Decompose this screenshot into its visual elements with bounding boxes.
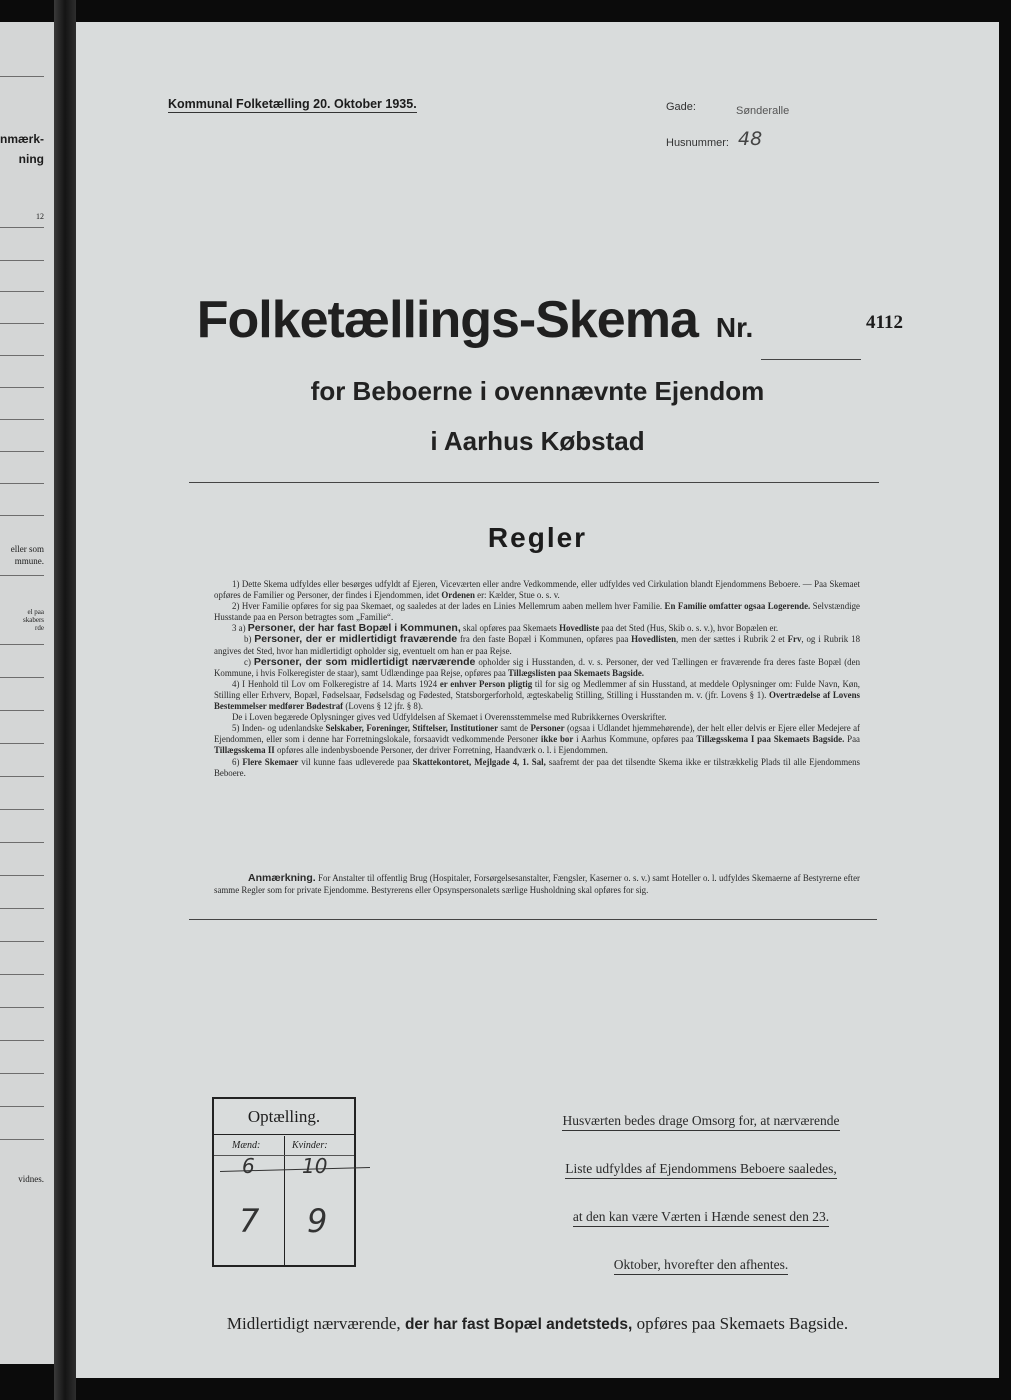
tally-men-first: 6 (242, 1154, 255, 1178)
remark-text: For Anstalter til offentlig Brug (Hospitaler, Forsørgelsesanstalter, Fængsler, Kaserner o. s. v.) samt Hoteller o. l. udfyldes Skemaerne af Bestyrerne efter samme Regler som for private Ejendomme. Bestyrerens eller Opsynspersonalets særlige Husholdning skal opføres for sig. (214, 873, 860, 895)
rules-heading: Regler (487, 522, 588, 553)
divider-top (189, 482, 879, 483)
landlord-line-1: Husværten bedes drage Omsorg for, at nærværende (562, 1112, 839, 1131)
census-form-page (76, 22, 999, 1378)
form-subtitle-1: for Beboerne i ovennævnte Ejendom (310, 376, 765, 406)
rule-3c: c) Personer, der som midlertidigt nærværende opholder sig i Husstanden, d. v. s. Personer, der ved Tællingen er fraværende fra deres faste Bopæl (den Kommune, i hvis Folkeregister de staar), samt Udlændinge paa Rejse, opføres paa Tillægslisten paa Skemaets Bagside. (214, 655, 861, 678)
landlord-line-3: at den kan være Værten i Hænde senest den 23. (573, 1208, 829, 1227)
remark (214, 873, 860, 896)
tally-title: Optælling. (214, 1099, 354, 1135)
left-fragment-b2: skabers (23, 616, 44, 624)
rule-6: 6) Flere Skemaer vil kunne faas udleverede paa Skattekontoret, Mejlgade 4, 1. Sal, saafremt der paa det tilsendte Skema ikke er tilstrækkelig Plads til alle Ejendommens Beboere. (214, 756, 860, 778)
house-number-value: 48 (738, 128, 763, 150)
left-column-number: 12 (36, 212, 44, 221)
left-fragment-a1: eller som (10, 544, 44, 554)
divider-bottom (189, 919, 877, 920)
form-title (76, 290, 999, 350)
rule-3b: b) Personer, der er midlertidigt fraværende fra den faste Bopæl i Kommunen, opføres paa Hovedlisten, men der sættes i Rubrik 2 et Frv, og i Rubrik 18 angives det Sted, hvor han midlertidigt opholder sig, eventuelt om han er paa Rejse. (214, 633, 861, 656)
rule-1: 1) Dette Skema udfyldes eller besørges udfyldt af Ejeren, Viceværten eller andre Vedkommende, eller udfyldes ved Cirkulation blandt Ejendommens Beboere. — Paa Skemaet opføres de Familier og Personer, der findes i Ejendommen, idet Ordenen er: Kælder, Stue o. s. v. (214, 579, 860, 601)
street-value: Sønderalle (736, 105, 790, 117)
footer-part-3: opføres paa Skemaets Bagside. (632, 1314, 849, 1333)
street-label: Gade: (666, 101, 696, 113)
rule-2: 2) Hver Familie opføres for sig paa Skemaet, og saaledes at der lades en Linies Mellemrum aaben mellem hver Familie. En Familie omfatter ogsaa Logerende. Selvstændige Husstande paa en Person betragtes som „Familie“. (214, 601, 860, 623)
landlord-line-4: Oktober, hvorefter den afhentes. (614, 1256, 789, 1275)
tally-men-label: Mænd: (232, 1140, 261, 1151)
landlord-instructions (516, 1102, 886, 1294)
left-fragment-b1: el paa (27, 608, 44, 616)
landlord-line-2: Liste udfyldes af Ejendommens Beboere saaledes, (565, 1160, 836, 1179)
rule-4-extra: De i Loven begærede Oplysninger gives ved Udfyldelsen af Skemaet i Overensstemmelse med Rubrikkernes Overskrifter. (232, 712, 667, 723)
rules-text (214, 579, 860, 779)
census-heading: Kommunal Folketælling 20. Oktober 1935. (168, 97, 417, 111)
house-number-label: Husnummer: (666, 137, 729, 149)
form-title-text: Folketællings-Skema (196, 291, 698, 349)
left-heading-line2: ning (18, 152, 44, 166)
form-number-underline (761, 359, 861, 360)
left-fragment-b3: rde (35, 624, 44, 632)
adjacent-page-edge (0, 22, 54, 1364)
rule-4: 4) I Henhold til Lov om Folkeregistre af 14. Marts 1924 er enhver Person pligtig til for sig og Medlemmer af sin Husstand, at meddele Oplysninger om: Fulde Navn, Køn, Stilling eller Erhverv, Bopæl, Fødselsaar, Fødselsdag og Fødested, Statsborgerforhold, ægteskabelig Stilling, Stilling i Husstanden m. v. (jfr. Lovens § 1). Overtrædelse af Lovens Bestemmelser medfører Bødestraf (Lovens § 12 jfr. § 8). (214, 678, 861, 712)
tally-men-final: 7 (239, 1202, 260, 1240)
form-nr-label: Nr. (715, 312, 754, 343)
tally-women-final: 9 (307, 1202, 328, 1240)
rule-5: 5) Inden- og udenlandske Selskaber, Foreninger, Stiftelser, Institutioner samt de Personer (ogsaa i Udlandet hjemmehørende), der helt eller delvis er Ejere eller Medejere af Ejendommen, eller som i denne har Forretningslokale, forsaavidt vedkommende Personer ikke bor i Aarhus Kommune, opføres paa Tillægsskema I paa Skemaets Bagside. Paa Tillægsskema II opføres alle indenbysboende Personer, der driver Forretning, Haandværk o. l. i Ejendommen. (214, 723, 860, 756)
remark-label: Anmærkning. (248, 872, 316, 884)
rule-3a: 3 a) Personer, der har fast Bopæl i Kommunen, skal opføres paa Skemaets Hovedliste paa det Sted (Hus, Skib o. s. v.), hvor Bopælen er. (232, 622, 779, 635)
tally-women-first: 10 (302, 1154, 328, 1178)
book-gutter (54, 0, 76, 1400)
footer-note (76, 1314, 999, 1334)
tally-women-label: Kvinder: (292, 1140, 328, 1151)
tally-table (212, 1097, 356, 1267)
footer-part-2: der har fast Bopæl andetsteds, (404, 1316, 633, 1333)
left-fragment-a2: mmune. (14, 556, 44, 566)
form-number: 4112 (866, 312, 903, 333)
left-fragment-c: vidnes. (18, 1174, 44, 1184)
footer-part-1: Midlertidigt nærværende, (226, 1314, 405, 1333)
left-heading-line1: nmærk- (0, 132, 44, 146)
form-subtitle-2: i Aarhus Købstad (430, 426, 645, 456)
